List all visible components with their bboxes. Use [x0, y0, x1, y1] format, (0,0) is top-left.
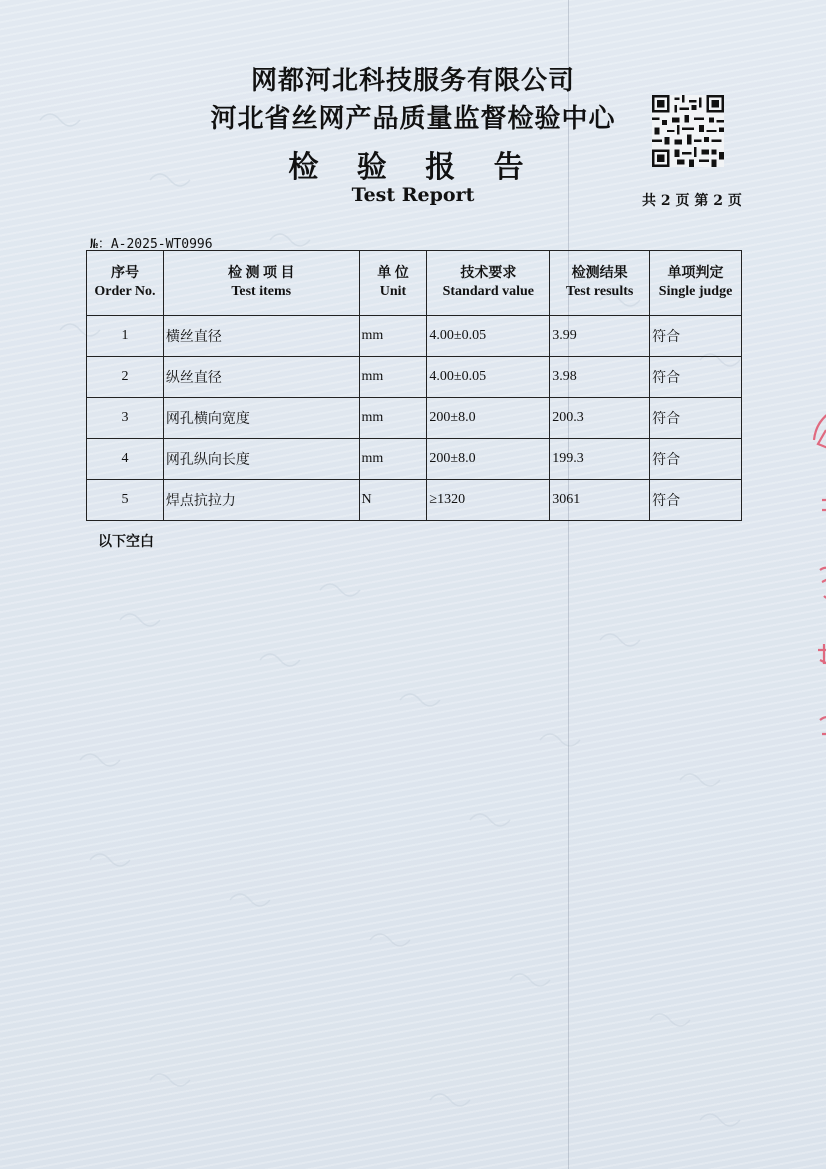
cell-standard-value: 4.00±0.05: [427, 357, 550, 398]
table-row: [87, 439, 742, 480]
cell-judgement: 符合: [650, 439, 742, 480]
company-name: 网都河北科技服务有限公司: [250, 66, 575, 96]
table-header-row: [87, 251, 742, 316]
cell-unit: mm: [359, 357, 427, 398]
cell-test-result: 3061: [550, 480, 650, 521]
cell-standard-value: 200±8.0: [427, 398, 550, 439]
table-row: [87, 316, 742, 357]
header-test-items-en: Test items: [231, 284, 292, 299]
cell-test-item: 横丝直径: [163, 316, 359, 357]
cell-test-result: 3.99: [550, 316, 650, 357]
cell-judgement: 符合: [650, 398, 742, 439]
qr-code-icon: [652, 95, 724, 167]
cell-order-no: 5: [87, 480, 164, 521]
inspection-center-name: 河北省丝网产品质量监督检验中心: [210, 104, 616, 134]
cell-test-item: 纵丝直径: [163, 357, 359, 398]
cell-standard-value: 4.00±0.05: [427, 316, 550, 357]
cell-order-no: 1: [87, 316, 164, 357]
cell-unit: N: [359, 480, 427, 521]
table-row: [87, 398, 742, 439]
test-results-table: [86, 250, 742, 521]
header-order-no-en: Order No.: [94, 284, 156, 299]
cell-test-result: 3.98: [550, 357, 650, 398]
partial-official-seal-icon: [796, 400, 826, 780]
header-standard-value-cn: 技术要求: [460, 265, 517, 281]
cell-unit: mm: [359, 439, 427, 480]
header-unit-cn: 单 位: [377, 265, 409, 281]
cell-unit: mm: [359, 316, 427, 357]
cell-test-item: 焊点抗拉力: [163, 480, 359, 521]
header-single-judge-cn: 单项判定: [667, 265, 724, 281]
header-order-no: [87, 251, 164, 316]
cell-test-item: 网孔纵向长度: [163, 439, 359, 480]
header-test-items: [163, 251, 359, 316]
table-row: [87, 480, 742, 521]
cell-judgement: 符合: [650, 480, 742, 521]
cell-test-item: 网孔横向宽度: [163, 398, 359, 439]
cell-standard-value: ≥1320: [427, 480, 550, 521]
header-single-judge: [650, 251, 742, 316]
header-standard-value: [427, 251, 550, 316]
cell-order-no: 4: [87, 439, 164, 480]
cell-judgement: 符合: [650, 316, 742, 357]
header-test-results-en: Test results: [566, 284, 634, 299]
cell-test-result: 200.3: [550, 398, 650, 439]
cell-unit: mm: [359, 398, 427, 439]
header-test-results: [550, 251, 650, 316]
header-unit-en: Unit: [379, 284, 407, 299]
cell-order-no: 3: [87, 398, 164, 439]
cell-order-no: 2: [87, 357, 164, 398]
table-row: [87, 357, 742, 398]
header-standard-value-en: Standard value: [442, 284, 535, 299]
report-title-en: Test Report: [351, 184, 475, 206]
blank-below-note: 以下空白: [98, 534, 154, 550]
header-test-items-cn: 检 测 项 目: [227, 265, 295, 281]
header-order-no-cn: 序号: [110, 265, 139, 281]
header-single-judge-en: Single judge: [658, 284, 733, 299]
header-unit: [359, 251, 427, 316]
cell-test-result: 199.3: [550, 439, 650, 480]
report-number: №：A-2025-WT0996: [90, 237, 213, 252]
cell-judgement: 符合: [650, 357, 742, 398]
cell-standard-value: 200±8.0: [427, 439, 550, 480]
header-test-results-cn: 检测结果: [571, 265, 628, 281]
report-title-cn: 检 验 报 告: [288, 150, 538, 185]
page-count: 共 2 页 第 2 页: [642, 193, 742, 209]
